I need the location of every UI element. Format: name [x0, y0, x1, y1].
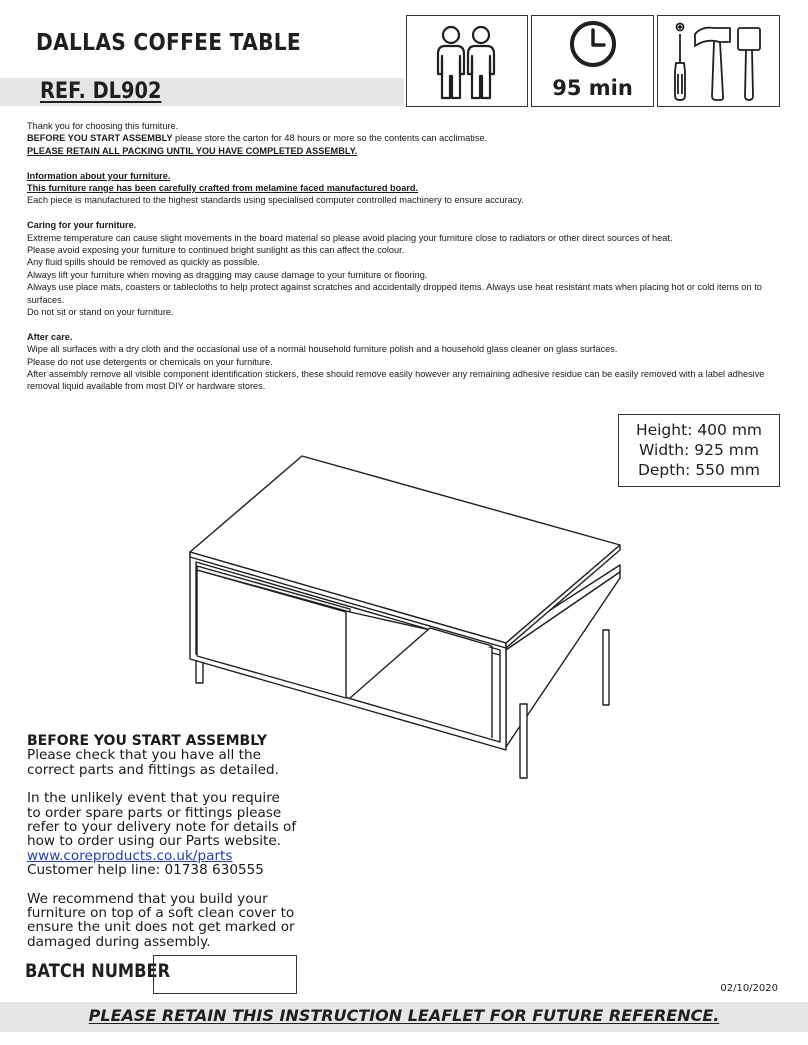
- intro-line-2: [27, 132, 785, 144]
- caring-line: Always use place mats, coasters or tablecloths to help protect against scratches and accidentally dropped items. Always use heat resistant mats when placing hot or cold items on to surfaces.: [27, 282, 762, 305]
- parts-website-link[interactable]: www.coreproducts.co.uk/parts: [27, 847, 233, 864]
- assembly-time: 95 min: [552, 76, 633, 100]
- footer-notice: PLEASE RETAIN THIS INSTRUCTION LEAFLET FOR FUTURE REFERENCE.: [88, 1006, 720, 1025]
- caring-line: Always lift your furniture when moving as dragging may cause damage to your furniture or flooring.: [27, 269, 428, 280]
- dimension-width: Width: 925 mm: [639, 441, 759, 459]
- caring-line: Extreme temperature can cause slight movements in the board material so please avoid placing your furniture close to radiators or other direct sources of heat.: [27, 232, 673, 243]
- tools-icons: [658, 16, 778, 105]
- assembly-p2: In the unlikely event that you require to order spare parts or fittings please refer to your delivery note for details of how to order using our Parts website.: [27, 790, 297, 850]
- assembly-notes: [27, 734, 297, 949]
- assembly-heading: BEFORE YOU START ASSEMBLY: [27, 733, 268, 749]
- info-line-1: This furniture range has been carefully crafted from melamine faced manufactured board.: [27, 183, 419, 194]
- mallet-icon: [738, 28, 760, 100]
- clock-icon: [532, 16, 652, 76]
- document-date: 02/10/2020: [720, 983, 778, 994]
- aftercare-heading: After care.: [27, 331, 73, 342]
- time-panel: [531, 15, 654, 107]
- assembly-p3: We recommend that you build your furniture on top of a soft clean cover to ensure the unit does not get marked or damaged during assembly.: [27, 890, 295, 950]
- product-title: DALLAS COFFEE TABLE: [36, 30, 302, 56]
- care-instructions: [27, 120, 785, 393]
- intro-line-1: Thank you for choosing this furniture.: [27, 121, 179, 131]
- screwdriver-icon: [675, 24, 685, 101]
- people-panel: [406, 15, 528, 107]
- aftercare-line: Wipe all surfaces with a dry cloth and the occasional use of a normal household furniture polish and a household glass cleaner on glass surfaces.: [27, 344, 618, 355]
- caring-line: Any fluid spills should be removed as quickly as possible.: [27, 257, 260, 268]
- info-heading: Information about your furniture.: [27, 170, 171, 181]
- dimension-depth: Depth: 550 mm: [637, 461, 761, 479]
- intro-line-3: PLEASE RETAIN ALL PACKING UNTIL YOU HAVE COMPLETED ASSEMBLY.: [27, 145, 358, 156]
- batch-number-field: [153, 955, 297, 994]
- caring-heading: Caring for your furniture.: [27, 220, 137, 231]
- intro-bold: BEFORE YOU START ASSEMBLY: [27, 133, 173, 144]
- assembly-p1: Please check that you have all the correct parts and fittings as detailed.: [27, 747, 279, 778]
- caring-line: Please avoid exposing your furniture to continued bright sunlight as this can affect the colour.: [27, 245, 405, 256]
- tools-panel: [657, 15, 780, 107]
- batch-number-label: BATCH NUMBER: [25, 961, 171, 982]
- info-line-2: Each piece is manufactured to the highest standards using specialised computer controlled machinery to ensure accuracy.: [27, 195, 524, 206]
- caring-line: Do not sit or stand on your furniture.: [27, 307, 174, 318]
- dimensions-box: [618, 414, 780, 487]
- intro-rest: please store the carton for 48 hours or more so the contents can acclimatise.: [172, 133, 488, 144]
- product-ref: REF. DL902: [40, 79, 162, 104]
- two-person-assembly-icon: [407, 16, 526, 105]
- aftercare-line: Please do not use detergents or chemicals on your furniture.: [27, 356, 273, 367]
- hammer-icon: [695, 28, 730, 100]
- aftercare-line: After assembly remove all visible component identification stickers, these should remove easily however any remaining adhesive residue can be easily removed with a label adhesive removal liquid available from most DIY or hardware stores.: [27, 369, 765, 392]
- customer-helpline: Customer help line: 01738 630555: [27, 862, 264, 879]
- dimension-height: Height: 400 mm: [635, 421, 763, 439]
